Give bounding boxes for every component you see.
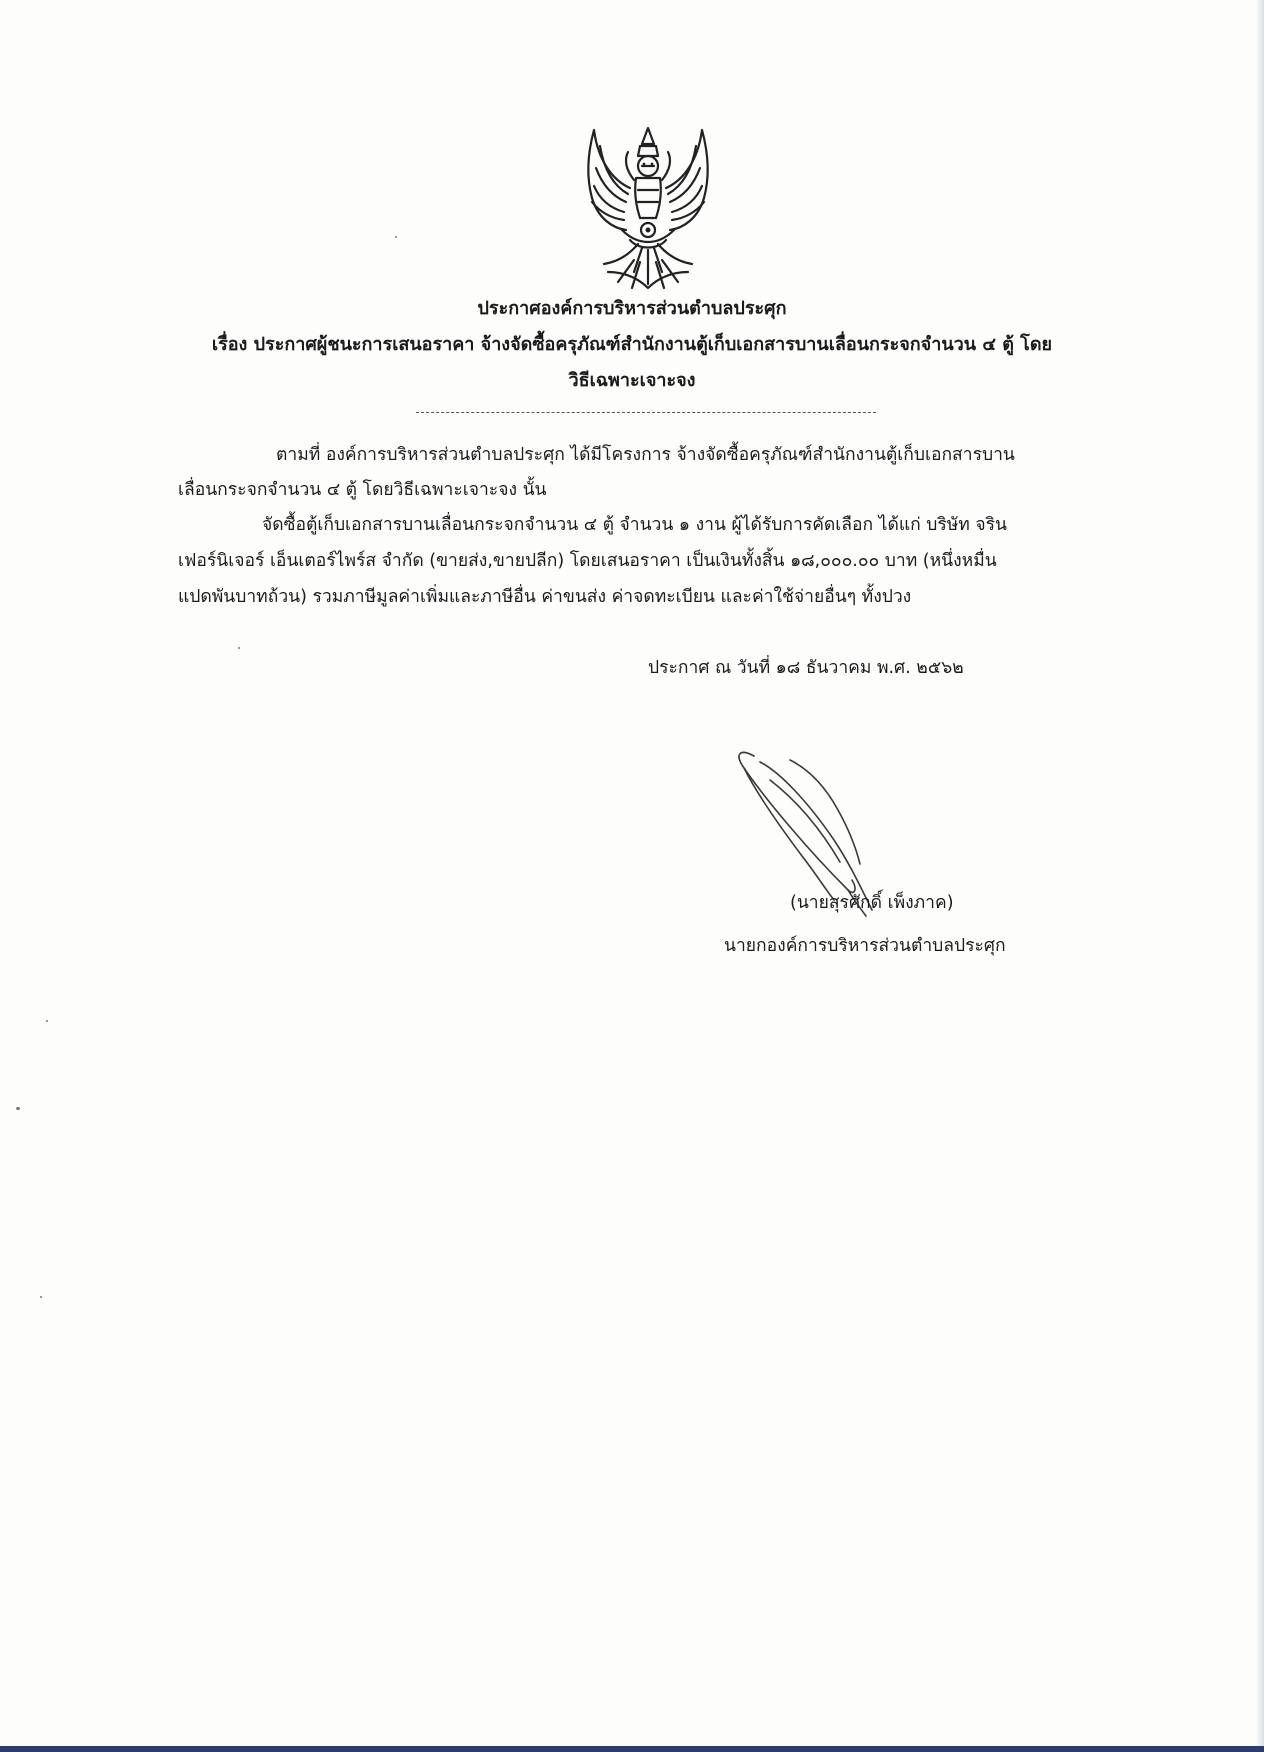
scan-speck	[238, 647, 240, 649]
scan-speck	[46, 1020, 48, 1022]
scan-edge-bottom	[0, 1746, 1264, 1752]
paragraph-2-line-3: แปดพันบาทถ้วน) รวมภาษีมูลค่าเพิ่มและภาษีอื่น ค่าขนส่ง ค่าจดทะเบียน และค่าใช้จ่ายอื่นๆ ทั้งปวง	[178, 587, 912, 607]
scan-edge-right	[1256, 0, 1264, 1752]
garuda-emblem-icon	[568, 122, 728, 298]
signer-name: (นายสุรศักดิ์ เพ็งภาค)	[790, 893, 954, 913]
document-subject-continued: วิธีเฉพาะเจาะจง	[568, 370, 696, 391]
signer-position: นายกองค์การบริหารส่วนตำบลประศุก	[724, 936, 1006, 956]
document-title-organization: ประกาศองค์การบริหารส่วนตำบลประศุก	[477, 298, 787, 319]
scan-speck	[40, 1296, 42, 1298]
paragraph-1-line-2: เลื่อนกระจกจำนวน ๔ ตู้ โดยวิธีเฉพาะเจาะจง นั้น	[178, 480, 547, 500]
title-separator	[416, 412, 876, 413]
announcement-date: ประกาศ ณ วันที่ ๑๘ ธันวาคม พ.ศ. ๒๕๖๒	[648, 658, 964, 678]
paragraph-2-line-2: เฟอร์นิเจอร์ เอ็นเตอร์ไพร์ส จำกัด (ขายส่ง,ขายปลีก) โดยเสนอราคา เป็นเงินทั้งสิ้น ๑๘,๐๐๐.๐๐ บาท (หนึ่งหมื่น	[178, 551, 997, 571]
paragraph-2-line-1: จัดซื้อตู้เก็บเอกสารบานเลื่อนกระจกจำนวน ๔ ตู้ จำนวน ๑ งาน ผู้ได้รับการคัดเลือก ได้แก่ บริษัท จริน	[262, 515, 1008, 535]
document-subject: เรื่อง ประกาศผู้ชนะการเสนอราคา จ้างจัดซื้อครุภัณฑ์สำนักงานตู้เก็บเอกสารบานเลื่อนกระจกจำนวน ๔ ตู้ โดย	[211, 334, 1053, 355]
paragraph-1-line-1: ตามที่ องค์การบริหารส่วนตำบลประศุก ได้มีโครงการ จ้างจัดซื้อครุภัณฑ์สำนักงานตู้เก็บเอกสารบาน	[276, 445, 1015, 465]
scan-speck	[16, 1107, 20, 1110]
signature-mark	[730, 740, 930, 950]
scan-speck	[395, 236, 397, 238]
